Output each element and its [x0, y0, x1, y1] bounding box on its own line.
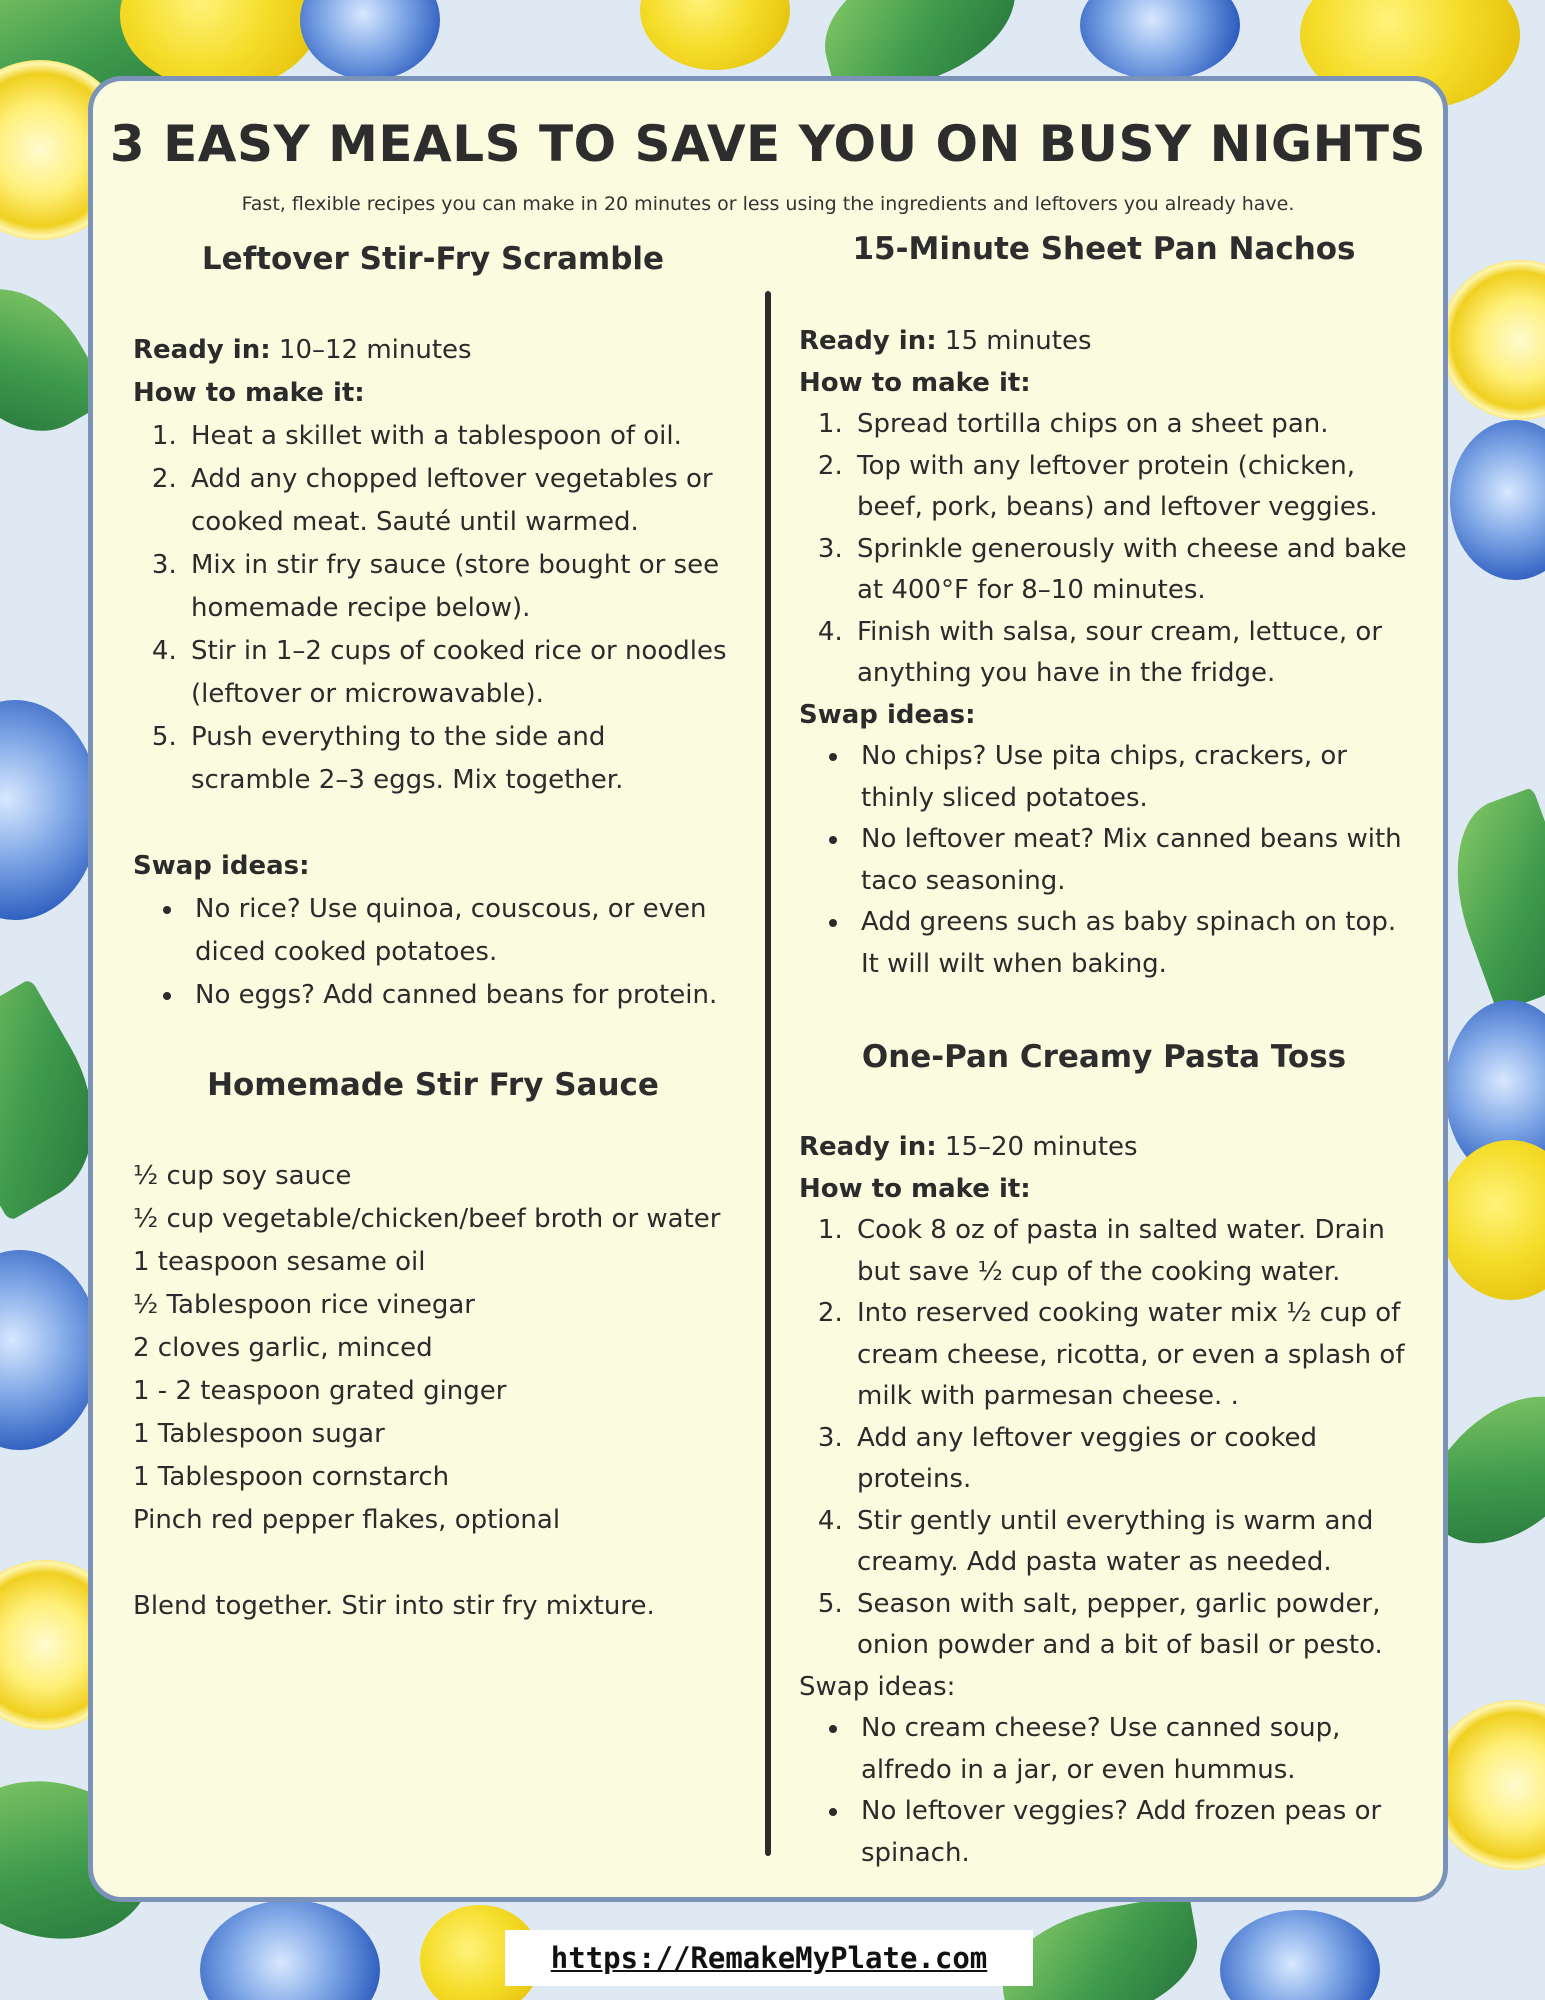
steps-list — [133, 415, 733, 802]
steps-list — [799, 1210, 1409, 1667]
list-item: • No cream cheese? Use canned soup, alfredo in a jar, or even hummus. — [851, 1708, 1409, 1791]
how-label: How to make it: — [799, 1173, 1031, 1204]
list-item: • Add greens such as baby spinach on top. It will wilt when baking. — [851, 902, 1409, 985]
ready-time — [799, 321, 1409, 363]
list-item: 1 Tablespoon sugar — [133, 1419, 385, 1449]
ready-value: 15 minutes — [944, 326, 1092, 356]
list-item: Pinch red pepper flakes, optional — [133, 1505, 561, 1535]
swap-list — [799, 1708, 1409, 1874]
ready-label: Ready in: — [799, 326, 937, 356]
how-label: How to make it: — [133, 378, 365, 408]
list-item: 1. Cook 8 oz of pasta in salted water. Drain but save ½ cup of the cooking water. — [851, 1210, 1409, 1293]
page-subtitle: Fast, flexible recipes you can make in 20 minutes or less using the ingredients and leftovers you already have. — [241, 193, 1295, 215]
swap-label: Swap ideas: — [799, 1671, 956, 1702]
list-item: 1 Tablespoon cornstarch — [133, 1462, 450, 1492]
swap-list — [799, 736, 1409, 985]
recipe-stir-fry — [133, 239, 733, 1017]
list-item: 1 - 2 teaspoon grated ginger — [133, 1376, 507, 1406]
list-item: 2 cloves garlic, minced — [133, 1333, 433, 1363]
sauce-instruction: Blend together. Stir into stir fry mixture. — [133, 1591, 655, 1621]
ready-label: Ready in: — [133, 335, 271, 365]
recipe-card — [88, 76, 1448, 1902]
list-item: 3. Add any leftover veggies or cooked proteins. — [851, 1418, 1409, 1501]
list-item: • No leftover meat? Mix canned beans with taco seasoning. — [851, 819, 1409, 902]
right-column — [799, 229, 1409, 1874]
list-item: ½ Tablespoon rice vinegar — [133, 1290, 475, 1320]
list-item: 2. Into reserved cooking water mix ½ cup of cream cheese, ricotta, or even a splash of milk with parmesan cheese. . — [851, 1293, 1409, 1418]
swap-label: Swap ideas: — [133, 851, 310, 881]
recipe-title: One-Pan Creamy Pasta Toss — [861, 1039, 1347, 1075]
ready-value: 10–12 minutes — [278, 335, 472, 365]
ready-time — [133, 329, 733, 372]
list-item: 3. Sprinkle generously with cheese and bake at 400°F for 8–10 minutes. — [851, 529, 1409, 612]
list-item: 1 teaspoon sesame oil — [133, 1247, 426, 1277]
list-item: 4. Finish with salsa, sour cream, lettuce, or anything you have in the fridge. — [851, 612, 1409, 695]
swap-label: Swap ideas: — [799, 699, 976, 730]
recipe-pasta — [799, 1037, 1409, 1874]
list-item: 2. Top with any leftover protein (chicken, beef, pork, beans) and leftover veggies. — [851, 446, 1409, 529]
page-title: 3 EASY MEALS TO SAVE YOU ON BUSY NIGHTS — [109, 115, 1427, 173]
steps-list — [799, 404, 1409, 695]
recipe-title: Homemade Stir Fry Sauce — [207, 1067, 659, 1103]
list-item: 1. Spread tortilla chips on a sheet pan. — [851, 404, 1409, 446]
ready-value: 15–20 minutes — [944, 1132, 1138, 1162]
list-item: ½ cup soy sauce — [133, 1161, 352, 1191]
column-divider — [765, 291, 771, 1856]
ready-label: Ready in: — [799, 1132, 937, 1162]
list-item: • No leftover veggies? Add frozen peas or spinach. — [851, 1791, 1409, 1874]
swap-list — [133, 888, 733, 1017]
list-item: 3. Mix in stir fry sauce (store bought or see homemade recipe below). — [185, 544, 733, 630]
recipe-sauce — [133, 1065, 733, 1628]
list-item: • No rice? Use quinoa, couscous, or even diced cooked potatoes. — [185, 888, 733, 974]
website-link[interactable]: https://RemakeMyPlate.com — [505, 1930, 1033, 1986]
ingredient-list — [133, 1155, 733, 1542]
list-item: 5. Season with salt, pepper, garlic powder, onion powder and a bit of basil or pesto. — [851, 1584, 1409, 1667]
how-label: How to make it: — [799, 367, 1031, 398]
list-item: 1. Heat a skillet with a tablespoon of oil. — [185, 415, 733, 458]
list-item: 4. Stir in 1–2 cups of cooked rice or noodles (leftover or microwavable). — [185, 630, 733, 716]
recipe-nachos — [799, 229, 1409, 985]
recipe-title: Leftover Stir-Fry Scramble — [201, 241, 665, 277]
list-item: 5. Push everything to the side and scramble 2–3 eggs. Mix together. — [185, 716, 733, 802]
list-item: • No eggs? Add canned beans for protein. — [185, 974, 733, 1017]
list-item: • No chips? Use pita chips, crackers, or thinly sliced potatoes. — [851, 736, 1409, 819]
ready-time — [799, 1127, 1409, 1169]
list-item: 2. Add any chopped leftover vegetables or cooked meat. Sauté until warmed. — [185, 458, 733, 544]
recipe-title: 15-Minute Sheet Pan Nachos — [852, 231, 1356, 267]
list-item: ½ cup vegetable/chicken/beef broth or water — [133, 1204, 721, 1234]
left-column — [133, 229, 733, 1628]
list-item: 4. Stir gently until everything is warm and creamy. Add pasta water as needed. — [851, 1501, 1409, 1584]
